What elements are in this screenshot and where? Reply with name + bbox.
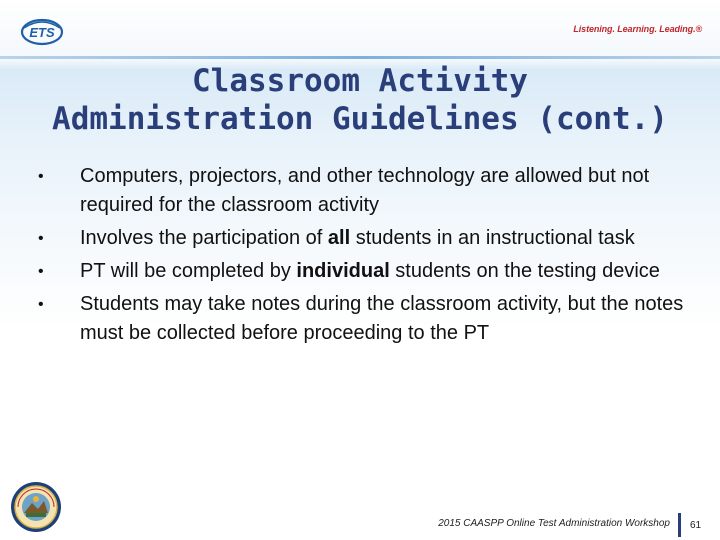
logo-text: ETS bbox=[29, 25, 55, 40]
footer-divider bbox=[678, 513, 681, 537]
bullet-text: Students may take notes during the classroom activity, but the notes must be collected before proceeding to the PT bbox=[80, 293, 684, 344]
page-number: 61 bbox=[690, 520, 702, 531]
page-title bbox=[0, 62, 720, 138]
bullet-emphasis: individual bbox=[296, 260, 390, 282]
state-seal-icon bbox=[10, 481, 62, 533]
bullet-item bbox=[38, 224, 698, 253]
header-divider bbox=[0, 56, 720, 59]
bullet-text-tail: students in an instructional task bbox=[350, 227, 635, 249]
title-line-1: Classroom Activity bbox=[192, 63, 528, 99]
bullet-emphasis: all bbox=[327, 227, 351, 249]
ets-logo bbox=[20, 18, 64, 46]
bullet-icon: • bbox=[38, 168, 44, 185]
bullet-text-tail: students on the testing device bbox=[389, 260, 660, 282]
title-line-2: Administration Guidelines (cont.) bbox=[52, 101, 668, 137]
bullet-item bbox=[38, 162, 698, 220]
bullet-icon: • bbox=[38, 263, 44, 280]
bullet-icon: • bbox=[38, 230, 44, 247]
bullet-text: Involves the participation of bbox=[80, 227, 328, 249]
bullet-text: PT will be completed by bbox=[80, 260, 297, 282]
tagline: Listening. Learning. Leading.® bbox=[573, 24, 702, 34]
bullet-text: Computers, projectors, and other technology are allowed but not required for the classroom activity bbox=[80, 165, 650, 216]
footer-workshop-title: 2015 CAASPP Online Test Administration Workshop bbox=[438, 518, 670, 529]
bullet-list bbox=[38, 162, 698, 352]
bullet-item bbox=[38, 257, 698, 286]
bullet-icon: • bbox=[38, 296, 44, 313]
bullet-item bbox=[38, 290, 698, 348]
